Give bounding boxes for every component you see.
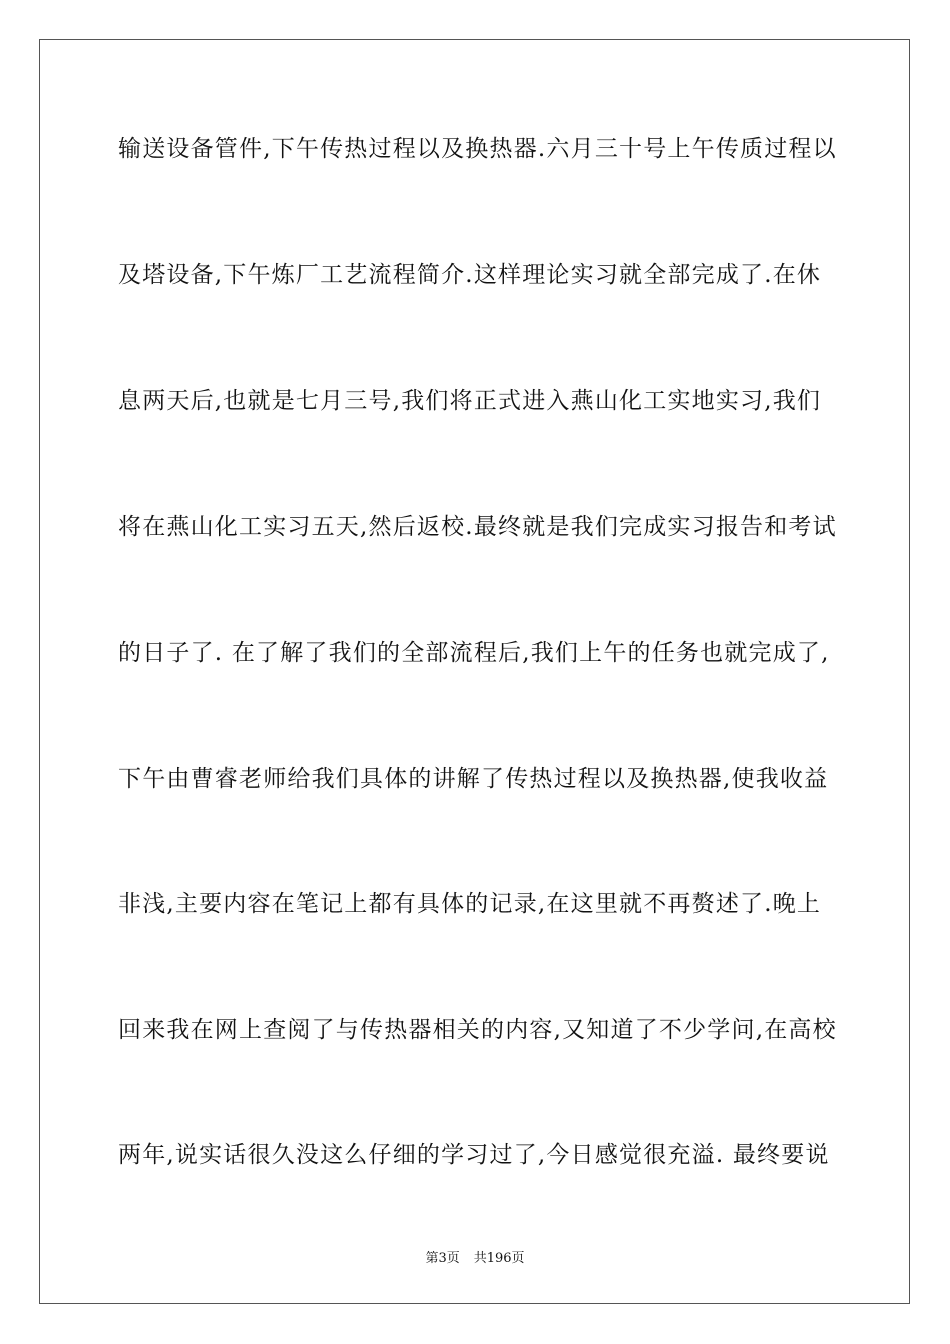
page-footer	[0, 1250, 950, 1268]
page-number: 第3页	[425, 1251, 460, 1266]
text-line: 非浅,主要内容在笔记上都有具体的记录,在这里就不再赘述了.晚上	[118, 891, 822, 917]
text-line: 的日子了. 在了解了我们的全部流程后,我们上午的任务也就完成了,	[118, 640, 830, 666]
text-line: 下午由曹睿老师给我们具体的讲解了传热过程以及换热器,使我收益	[118, 766, 829, 792]
text-line: 及塔设备,下午炼厂工艺流程简介.这样理论实习就全部完成了.在休	[118, 262, 822, 288]
text-line: 回来我在网上查阅了与传热器相关的内容,又知道了不少学问,在高校	[118, 1017, 837, 1043]
text-line: 两年,说实话很久没这么仔细的学习过了,今日感觉很充溢. 最终要说	[118, 1142, 830, 1168]
text-line: 输送设备管件,下午传热过程以及换热器.六月三十号上午传质过程以	[118, 136, 837, 162]
text-line: 将在燕山化工实习五天,然后返校.最终就是我们完成实习报告和考试	[118, 514, 837, 540]
total-pages: 共196页	[473, 1251, 525, 1266]
page-border	[39, 39, 910, 1304]
text-line: 息两天后,也就是七月三号,我们将正式进入燕山化工实地实习,我们	[118, 388, 822, 414]
